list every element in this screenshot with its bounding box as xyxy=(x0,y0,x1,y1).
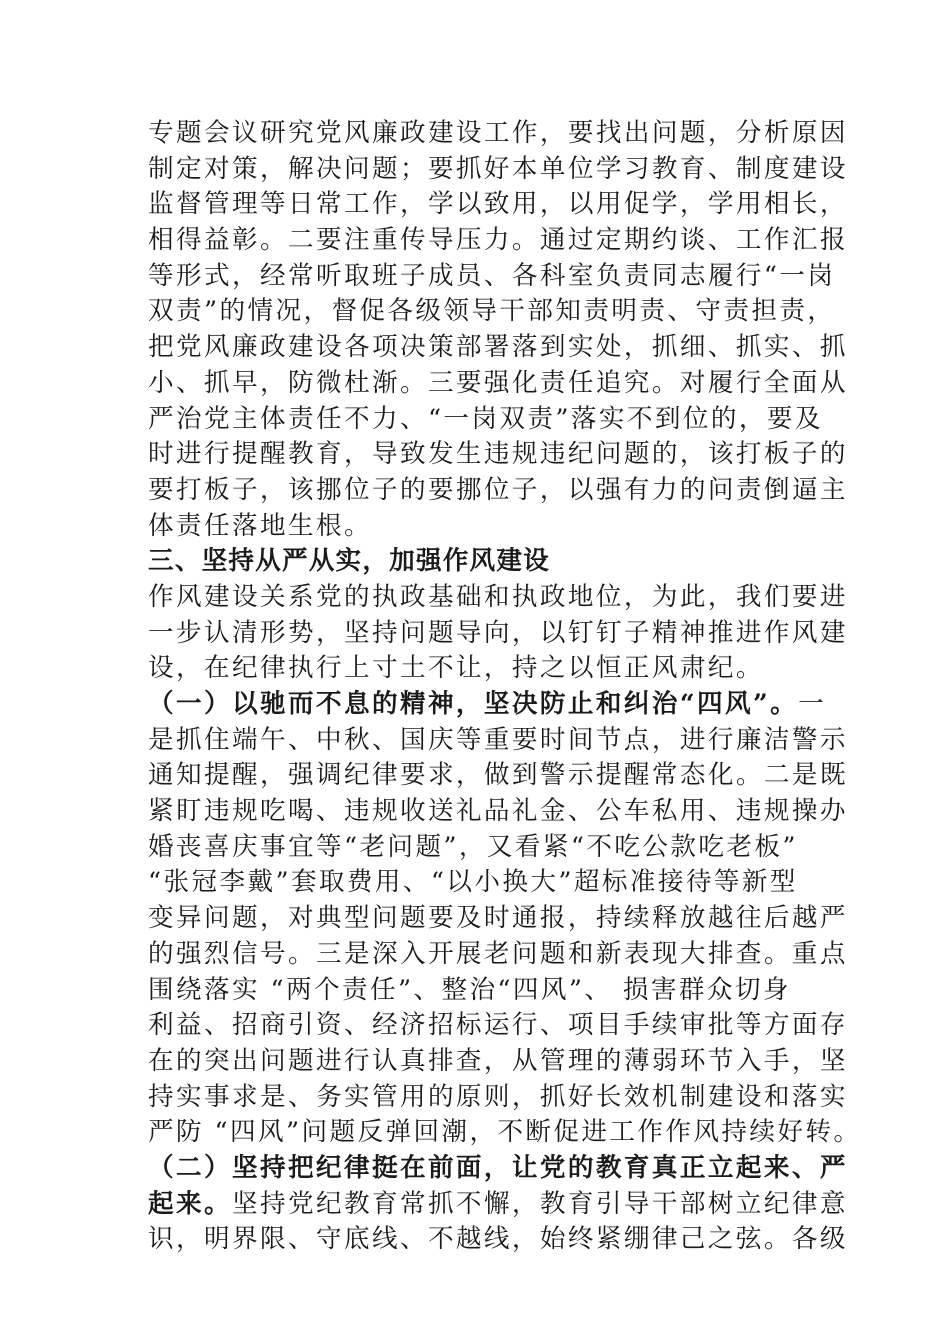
text-line: 是抓住端午、中秋、国庆等重要时间节点，进行廉洁警示 xyxy=(148,724,848,755)
text-line: 严防 “四风”问题反弹回潮，不断促进工作作风持续好转。 xyxy=(148,1117,862,1148)
text-line: 专题会议研究党风廉政建设工作，要找出问题，分析原因 xyxy=(148,118,848,148)
text-line: 把党风廉政建设各项决策部署落到实处，抓细、抓实、抓 xyxy=(148,332,848,363)
subsection-four-winds xyxy=(148,687,862,1151)
subsection-title-end: 起来。 xyxy=(148,1188,232,1219)
text-line: 利益、招商引资、经济招标运行、项目手续审批等方面存 xyxy=(148,1010,848,1041)
text-line: 识，明界限、守底线、不越线，始终紧绷律己之弦。各级 xyxy=(148,1224,848,1255)
text-line: 一步认清形势，坚持问题导向，以钉钉子精神推进作风建 xyxy=(148,617,848,648)
text-line: 变异问题，对典型问题要及时通报，持续释放越往后越严 xyxy=(148,903,848,934)
section-heading-3: 三、坚持从严从实，加强作风建设 xyxy=(148,546,550,577)
text-line xyxy=(148,1187,848,1223)
text-line xyxy=(148,687,827,723)
text-line: 严治党主体责任不力、“一岗双责”落实不到位的，要及 xyxy=(148,403,823,434)
subsection-discipline xyxy=(148,1151,848,1258)
text-line: 婚丧喜庆事宜等“老问题”，又看紧“不吃公款吃老板” xyxy=(148,831,798,862)
text-line: 小、抓早，防微杜渐。三要强化责任追究。对履行全面从 xyxy=(148,367,848,398)
text-line: 要打板子，该挪位子的要挪位子，以强有力的问责倒逼主 xyxy=(148,474,848,505)
text-line: 通知提醒，强调纪律要求，做到警示提醒常态化。二是既 xyxy=(148,760,848,791)
text-line: 设，在纪律执行上寸土不让，持之以恒正风肃纪。 xyxy=(148,653,764,684)
text-line: 制定对策，解决问题；要抓好本单位学习教育、制度建设 xyxy=(148,153,848,184)
subsection-title: （一）以驰而不息的精神，坚决防止和纠治“四风”。 xyxy=(148,689,799,719)
text-line: 时进行提醒教育，导致发生违规违纪问题的，该打板子的 xyxy=(148,439,848,470)
paragraph-work-style xyxy=(148,580,848,687)
subsection-title: （二）坚持把纪律挺在前面，让党的教育真正立起来、严 xyxy=(148,1152,848,1183)
document-body xyxy=(148,116,862,1258)
text-fragment: 一 xyxy=(798,689,827,719)
text-line: 体责任落地生根。 xyxy=(148,510,372,541)
text-line: 作风建设关系党的执政基础和执政地位，为此，我们要进 xyxy=(148,581,848,612)
text-line: 监督管理等日常工作，学以致用，以用促学，学用相长， xyxy=(148,189,848,220)
paragraph-responsibility xyxy=(148,116,848,544)
text-fragment: 坚持党纪教育常抓不懈，教育引导干部树立纪律意 xyxy=(231,1188,848,1219)
text-line: 双责”的情况，督促各级领导干部知责明责、守责担责， xyxy=(148,296,836,327)
text-line: 围绕落实 “两个责任”、整治“四风”、 损害群众切身 xyxy=(148,974,791,1005)
text-line: 等形式，经常听取班子成员、各科室负责同志履行“一岗 xyxy=(148,260,836,291)
text-line: 的强烈信号。三是深入开展老问题和新表现大排查。重点 xyxy=(148,938,848,969)
text-line: 在的突出问题进行认真排查，从管理的薄弱环节入手，坚 xyxy=(148,1045,848,1076)
text-line: 相得益彰。二要注重传导压力。通过定期约谈、工作汇报 xyxy=(148,225,848,256)
text-line: 紧盯违规吃喝、违规收送礼品礼金、公车私用、违规操办 xyxy=(148,796,848,827)
text-line: 持实事求是、务实管用的原则，抓好长效机制建设和落实 xyxy=(148,1081,848,1112)
text-line: “张冠李戴”套取费用、“以小换大”超标准接待等新型 xyxy=(148,867,798,898)
